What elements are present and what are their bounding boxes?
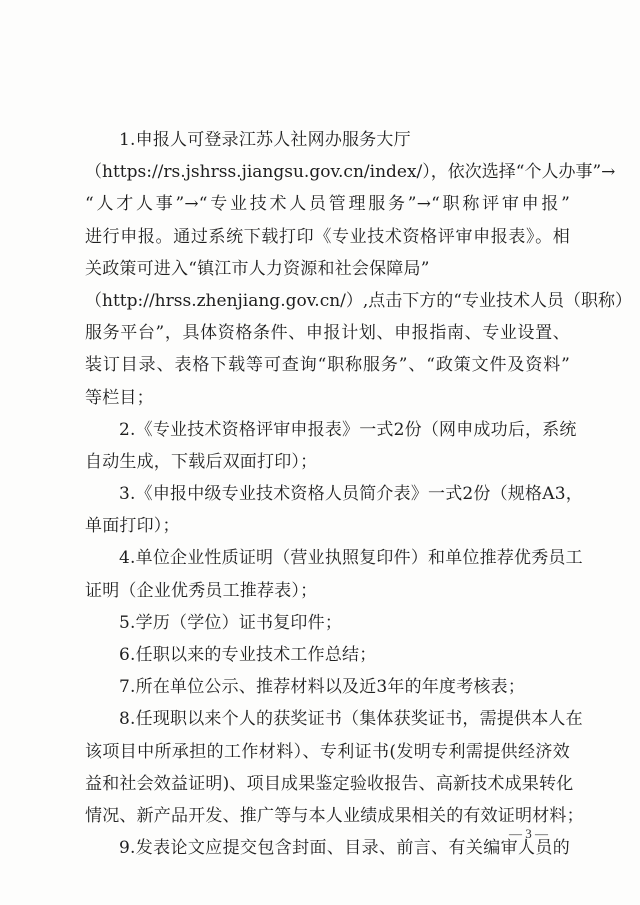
text-line: 关政策可进入“镇江市人力资源和社会保障局” [85,258,430,279]
text-line: 等栏目； [85,387,154,408]
text-line: 1.申报人可登录江苏人社网办服务大厅 [119,130,411,150]
document-body [85,124,632,864]
text-line: 情况、新产品开发、推广等与本人业绩成果相关的有效证明材料； [85,805,584,826]
text-line: 进行申报。通过系统下载打印《专业技术资格评审申报表》。相 [85,226,570,247]
text-line: 益和社会效益证明)、项目成果鉴定验收报告、高新技术成果转化 [85,773,574,794]
text-line: （https://rs.jshrss.jiangsu.gov.cn/index/），依次选择“个人办事”→ [85,162,616,183]
text-line: 3.《申报中级专业技术资格人员简介表》一式2份（规格A3， [119,484,583,505]
text-line: 装订目录、表格下载等可查询“职称服务”、“政策文件及资料” [85,355,570,376]
text-line: 4.单位企业性质证明（营业执照复印件）和单位推荐优秀员工 [119,548,583,569]
text-line: 证明（企业优秀员工推荐表）； [85,580,318,601]
text-line: 自动生成，下载后双面打印）； [85,451,318,472]
text-line: 2.《专业技术资格评审申报表》一式2份（网申成功后，系统 [119,419,577,440]
text-line: “人才人事”→“专业技术人员管理服务”→“职称评审申报” [85,194,570,215]
text-line: 该项目中所承担的工作材料）、专利证书(发明专利需提供经济效 [85,741,570,762]
text-line: 8.任现职以来个人的获奖证书（集体获奖证书，需提供本人在 [119,709,583,730]
text-line: （http://hrss.zhenjiang.gov.cn/）,点击下方的“专业技术人员（职称） [85,290,632,311]
text-line: 7.所在单位公示、推荐材料以及近3年的年度考核表； [119,677,526,698]
text-line: 9.发表论文应提交包含封面、目录、前言、有关编审人员的 [119,838,570,859]
text-line: 单面打印）； [85,516,180,537]
page-number: — 3 — [509,826,548,841]
text-line: 5.学历（学位）证书复印件； [119,612,343,633]
text-line: 6.任职以来的专业技术工作总结； [119,645,377,665]
text-line: 服务平台”，具体资格条件、申报计划、申报指南、专业设置、 [85,323,570,344]
